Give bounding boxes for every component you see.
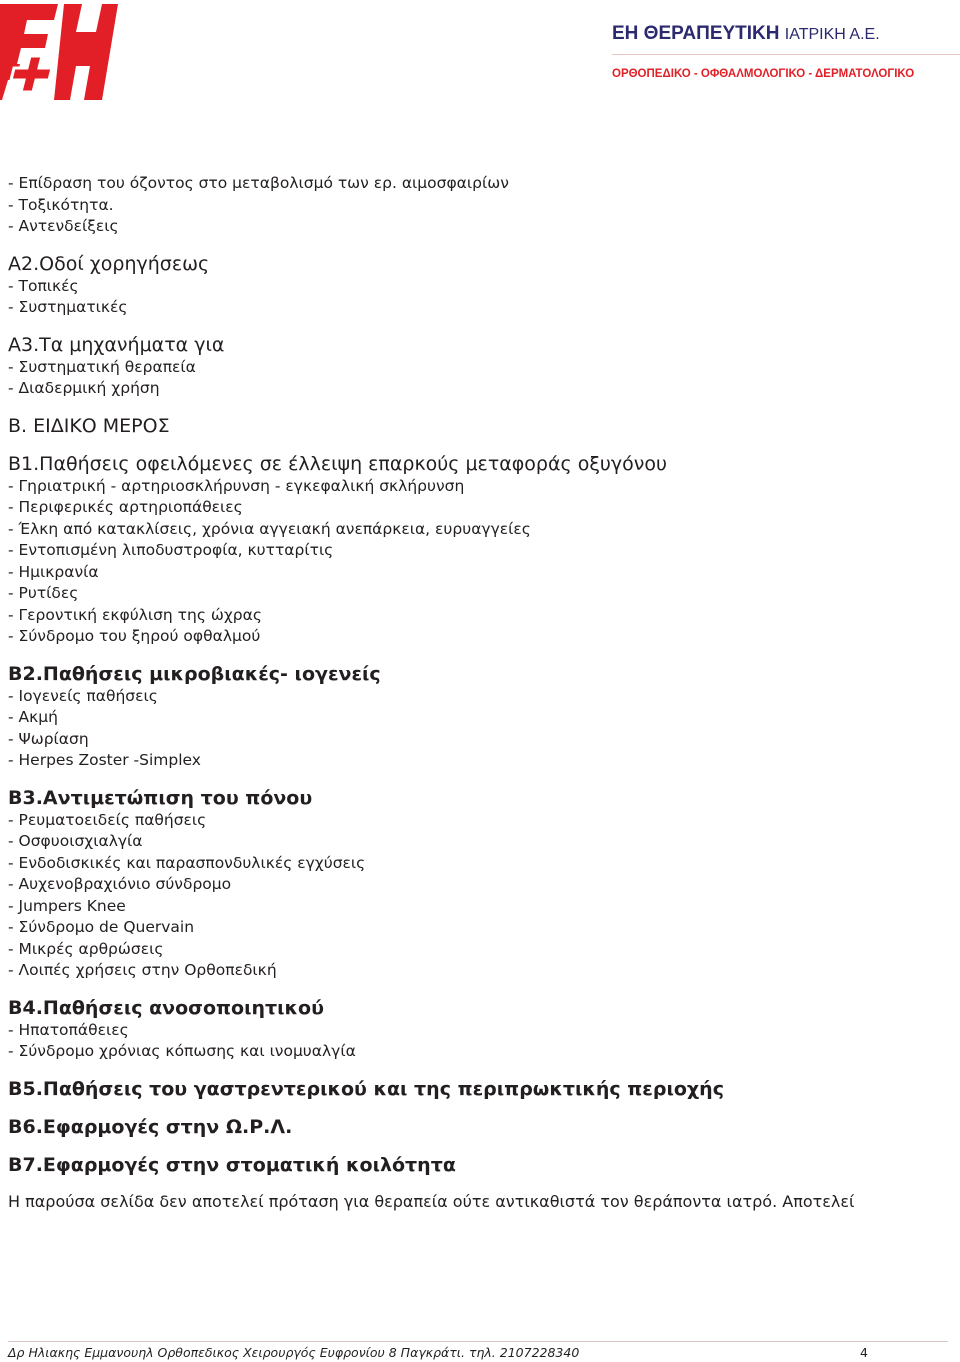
company-specialties: ΟΡΘΟΠΕΔΙΚΟ - ΟΦΘΑΛΜΟΛΟΓΙΚΟ - ΔΕΡΜΑΤΟΛΟΓΙΚΟ (612, 68, 915, 80)
section-heading-b7: Β7.Εφαρμογές στην στοματική κοιλότητα (8, 1153, 456, 1176)
list-item: - Ψωρίαση (8, 729, 89, 748)
list-item: - Ενδοδισκικές και παρασπονδυλικές εγχύσεις (8, 853, 366, 872)
list-item: - Herpes Zoster -Simplex (8, 751, 201, 769)
list-item: - Ημικρανία (8, 562, 99, 581)
section-heading-b6: Β6.Εφαρμογές στην Ω.Ρ.Λ. (8, 1115, 293, 1138)
list-item: - Σύνδρομο χρόνιας κόπωσης και ινομυαλγία (8, 1042, 356, 1060)
list-item: - Λοιπές χρήσεις στην Ορθοπεδική (8, 961, 277, 979)
list-item: - Ρυτίδες (8, 584, 79, 602)
list-item: - Ηπατοπάθειες (8, 1020, 129, 1039)
list-item: - Εντοπισμένη λιποδυστροφία, κυτταρίτις (8, 541, 334, 559)
list-item: - Διαδερμική χρήση (8, 379, 160, 397)
company-name (612, 23, 880, 45)
list-item: - Αυχενοβραχιόνιο σύνδρομο (8, 875, 232, 893)
section-heading-b4: Β4.Παθήσεις ανοσοποιητικού (8, 996, 324, 1019)
list-item: - Ιογενείς παθήσεις (8, 686, 158, 705)
list-item: - Επίδραση του όζοντος στο μεταβολισμό των ερ. αιμοσφαιρίων (8, 174, 509, 192)
disclaimer-text: Η παρούσα σελίδα δεν αποτελεί πρόταση για θεραπεία ούτε αντικαθιστά τον θεράποντα ιατρό. Αποτελεί (8, 1191, 855, 1211)
page-number: 4 (860, 1345, 868, 1360)
header-divider (612, 54, 960, 55)
list-item: - Τοπικές (8, 276, 79, 295)
list-item: - Έλκη από κατακλίσεις, χρόνια αγγειακή ανεπάρκεια, ευρυαγγείες (8, 519, 531, 538)
section-heading-a3: Α3.Τα μηχανήματα για (8, 333, 225, 356)
list-item: - Μικρές αρθρώσεις (8, 939, 164, 958)
company-name-bold: ΕΗ ΘΕΡΑΠΕΥΤΙΚΗ (612, 23, 780, 44)
list-item: - Συστηματική θεραπεία (8, 357, 196, 376)
list-item: - Τοξικότητα. (8, 195, 114, 214)
list-item: - Γεροντική εκφύλιση της ώχρας (8, 605, 262, 624)
footer-contact: Δρ Ηλιακης Εμμανουηλ Ορθοπεδικος Χειρουργός Ευφρονίου 8 Παγκράτι. τηλ. 2107228340 (8, 1345, 580, 1360)
footer-divider (8, 1341, 948, 1342)
company-name-light: ΙΑΤΡΙΚΗ Α.Ε. (784, 26, 880, 43)
list-item: - Γηριατρική - αρτηριοσκλήρυνση - εγκεφαλική σκλήρυνση (8, 476, 465, 495)
list-item: - Περιφερικές αρτηριοπάθειες (8, 498, 243, 516)
list-item: - Σύνδρομο του ξηρού οφθαλμού (8, 627, 261, 645)
company-logo (0, 0, 122, 106)
list-item: - Οσφυοισχιαλγία (8, 832, 143, 850)
section-heading-b5: Β5.Παθήσεις του γαστρεντερικού και της περιπρωκτικής περιοχής (8, 1077, 724, 1100)
section-heading-a2: Α2.Οδοί χορηγήσεως (8, 252, 210, 275)
list-item: - Ρευματοειδείς παθήσεις (8, 810, 207, 829)
list-item: - Ακμή (8, 708, 58, 726)
list-item: - Αντενδείξεις (8, 217, 119, 235)
section-heading-b3: Β3.Αντιμετώπιση του πόνου (8, 786, 313, 809)
section-heading-b2: Β2.Παθήσεις μικροβιακές- ιογενείς (8, 662, 381, 685)
list-item: - Σύνδρομο de Quervain (8, 918, 195, 936)
list-item: - Συστηματικές (8, 298, 128, 316)
document-body (8, 173, 948, 1212)
section-heading-b1: Β1.Παθήσεις οφειλόμενες σε έλλειψη επαρκούς μεταφοράς οξυγόνου (8, 452, 668, 475)
list-item: - Jumpers Knee (8, 896, 126, 915)
section-heading-b: Β. ΕΙΔΙΚΟ ΜΕΡΟΣ (8, 414, 170, 437)
